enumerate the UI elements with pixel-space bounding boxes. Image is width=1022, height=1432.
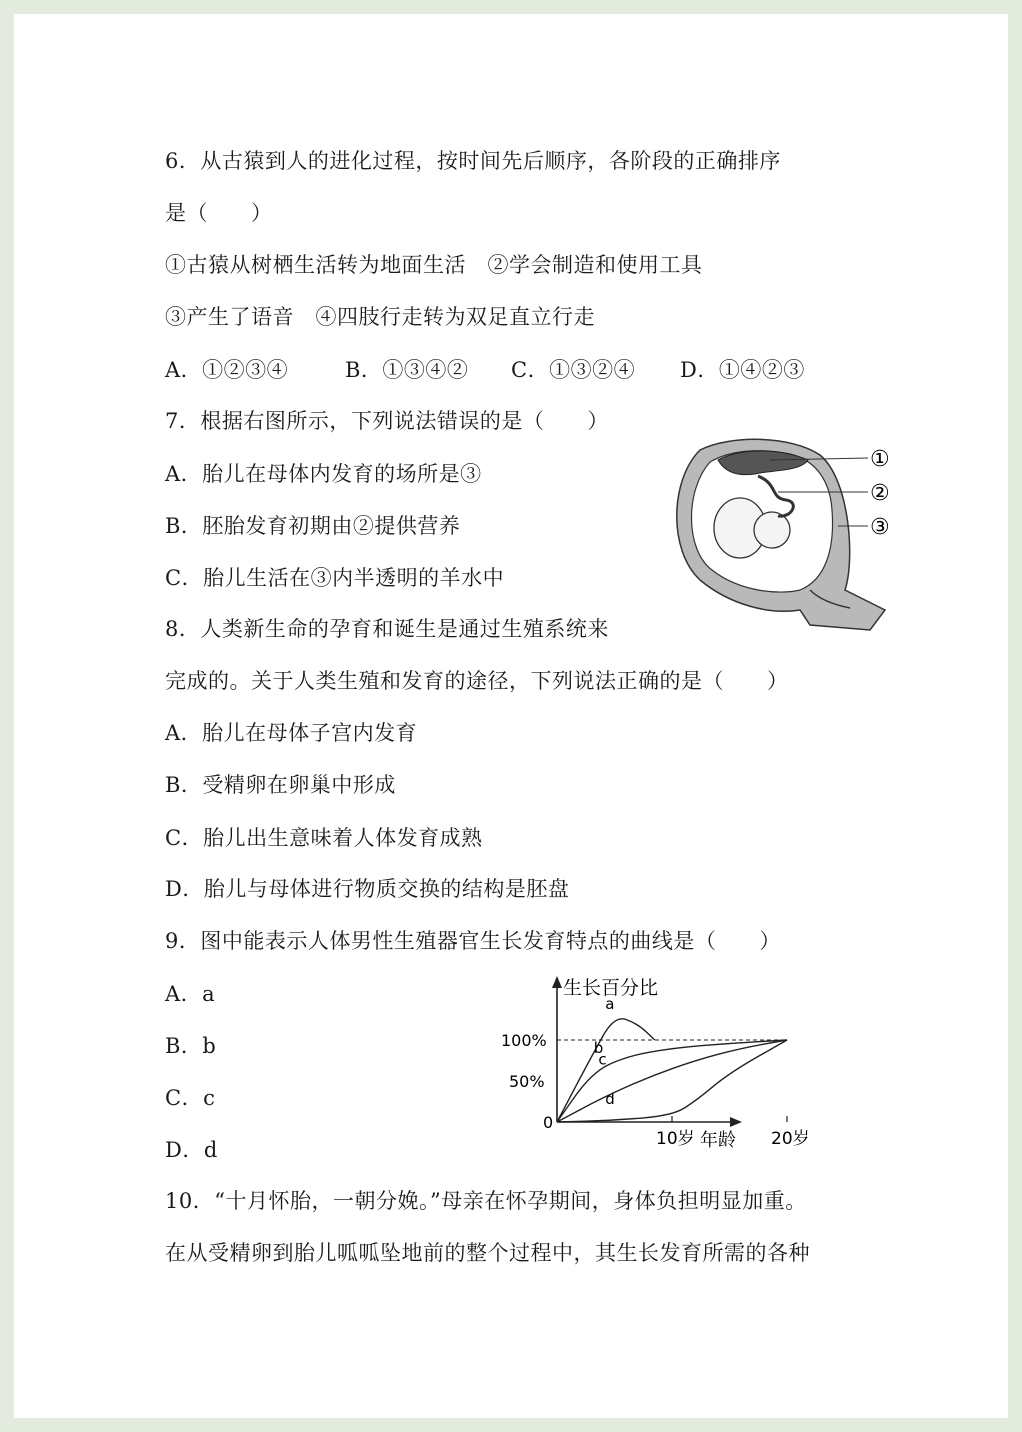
q7-option-a: A．胎儿在母体内发育的场所是③	[165, 462, 482, 486]
y-axis-arrow	[552, 976, 562, 988]
label-2: ②	[870, 481, 890, 506]
q9-option-d: D．d	[165, 1138, 218, 1162]
q10-stem-line2: 在从受精卵到胎儿呱呱坠地前的整个过程中，其生长发育所需的各种	[165, 1241, 810, 1265]
q6-stem-line2: 是（ ）	[165, 201, 273, 225]
q8-option-b: B．受精卵在卵巢中形成	[165, 773, 396, 797]
q10-stem-line1: 10．“十月怀胎，一朝分娩。”母亲在怀孕期间，身体负担明显加重。	[165, 1189, 807, 1213]
q7-stem: 7．根据右图所示，下列说法错误的是（ ）	[165, 409, 609, 433]
q7-option-b: B．胚胎发育初期由②提供营养	[165, 514, 461, 538]
x-axis-label: 年龄	[700, 1130, 736, 1151]
series-c	[557, 1040, 787, 1122]
q9-option-b: B．b	[165, 1034, 217, 1058]
fetus-uterus-figure	[660, 440, 900, 640]
q9-stem: 9．图中能表示人体男性生殖器官生长发育特点的曲线是（ ）	[165, 929, 781, 953]
q6-items-line1: ①古猿从树栖生活转为地面生活 ②学会制造和使用工具	[165, 253, 703, 277]
y-tick-label: 0	[543, 1113, 554, 1132]
y-tick-label: 50%	[509, 1072, 545, 1091]
q6-option-b: B．①③④②	[345, 358, 469, 382]
q6-option-d: D．①④②③	[680, 358, 805, 382]
y-axis-label: 生长百分比	[563, 977, 659, 999]
q9-option-a: A．a	[165, 982, 216, 1006]
q7-option-c: C．胎儿生活在③内半透明的羊水中	[165, 566, 505, 590]
series-label-a: a	[605, 994, 615, 1013]
series-label-c: c	[598, 1050, 607, 1069]
q8-stem-line2: 完成的。关于人类生殖和发育的途径，下列说法正确的是（ ）	[165, 669, 789, 693]
growth-chart	[500, 968, 810, 1158]
q8-option-d: D．胎儿与母体进行物质交换的结构是胚盘	[165, 877, 570, 901]
fetus-head	[754, 512, 790, 548]
label-3: ③	[870, 515, 890, 540]
q9-option-c: C．c	[165, 1086, 216, 1110]
q8-option-a: A．胎儿在母体子宫内发育	[165, 721, 418, 745]
q8-option-c: C．胎儿出生意味着人体发育成熟	[165, 826, 483, 850]
x-tick-label: 20岁	[771, 1129, 810, 1149]
x-tick-label: 10岁	[656, 1129, 695, 1149]
q6-items-line2: ③产生了语音 ④四肢行走转为双足直立行走	[165, 305, 595, 329]
series-b	[557, 1040, 787, 1122]
label-1: ①	[870, 447, 890, 472]
series-label-d: d	[605, 1089, 615, 1108]
q6-stem-line1: 6．从古猿到人的进化过程，按时间先后顺序，各阶段的正确排序	[165, 149, 781, 173]
q8-stem-line1: 8．人类新生命的孕育和诞生是通过生殖系统来	[165, 617, 609, 641]
y-tick-label: 100%	[501, 1031, 547, 1050]
series-d	[557, 1040, 787, 1122]
series-label-b: b	[593, 1039, 604, 1058]
q6-option-a: A．①②③④	[165, 358, 289, 382]
x-axis-arrow	[730, 1117, 742, 1127]
q6-option-c: C．①③②④	[511, 358, 636, 382]
